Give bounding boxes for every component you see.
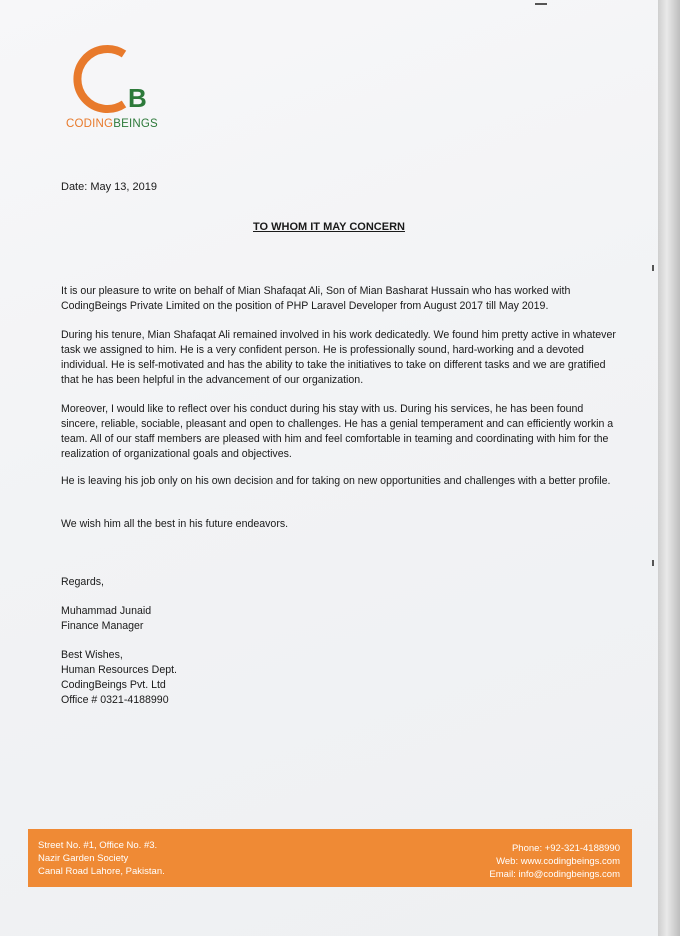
company-name: CodingBeings Pvt. Ltd bbox=[61, 679, 166, 691]
footer-bar bbox=[28, 829, 632, 887]
company-logo bbox=[62, 42, 172, 134]
hr-department: Human Resources Dept. bbox=[61, 664, 177, 676]
address-line-1: Street No. #1, Office No. #3. bbox=[38, 840, 158, 851]
paragraph-5: We wish him all the best in his future endeavors. bbox=[61, 518, 289, 530]
best-wishes: Best Wishes, bbox=[61, 649, 123, 661]
office-number: Office # 0321-4188990 bbox=[61, 694, 169, 706]
wordmark-beings: BEINGS bbox=[113, 118, 158, 130]
svg-text:B: B bbox=[128, 83, 147, 113]
signatory-name: Muhammad Junaid bbox=[61, 605, 152, 617]
letter-date: Date: May 13, 2019 bbox=[61, 181, 158, 193]
signatory-title: Finance Manager bbox=[61, 620, 144, 632]
paragraph-3: Moreover, I would like to reflect over his conduct during his stay with us. During his services, he has been found sincere, reliable, sociable, pleasant and open to challenges. He has a genial temperament and can efficiently workin a team. All of our staff members are pleased with him and feel comfortable in teaming and coordinating with him for the realization of organizational goals and objectives. bbox=[61, 403, 614, 460]
scan-speck bbox=[652, 265, 654, 271]
scan-speck bbox=[652, 560, 654, 566]
letter-title: TO WHOM IT MAY CONCERN bbox=[253, 221, 405, 233]
wordmark-coding: CODING bbox=[66, 118, 114, 130]
scan-speck bbox=[535, 3, 547, 5]
footer-address bbox=[38, 839, 165, 878]
footer-email: Email: info@codingbeings.com bbox=[489, 869, 620, 880]
paragraph-2: During his tenure, Mian Shafaqat Ali remained involved in his work dedicatedly. We found him pretty active in whatever task we assigned to him. He is a very confident person. He is professionally sound, hard-working and a devoted individual. He is self-motivated and has the ability to take the initiatives to take on different tasks and we are gratified that he has been helpful in the advancement of our organization. bbox=[61, 329, 616, 386]
paragraph-1: It is our pleasure to write on behalf of Mian Shafaqat Ali, Son of Mian Basharat Hussain who has worked with CodingBeings Private Limited on the position of PHP Laravel Developer from August 2017 till May 2019. bbox=[61, 285, 571, 312]
logo-mark-icon bbox=[62, 42, 172, 122]
address-line-3: Canal Road Lahore, Pakistan. bbox=[38, 866, 165, 877]
address-line-2: Nazir Garden Society bbox=[38, 853, 129, 864]
footer-phone: Phone: +92-321-4188990 bbox=[511, 843, 620, 854]
company-wordmark bbox=[66, 118, 158, 130]
footer-web: Web: www.codingbeings.com bbox=[496, 856, 620, 867]
closing-regards: Regards, bbox=[61, 576, 104, 588]
footer-contact bbox=[489, 842, 620, 881]
paragraph-4: He is leaving his job only on his own decision and for taking on new opportunities and challenges with a better profile. bbox=[61, 475, 611, 487]
paper-edge bbox=[658, 0, 680, 936]
